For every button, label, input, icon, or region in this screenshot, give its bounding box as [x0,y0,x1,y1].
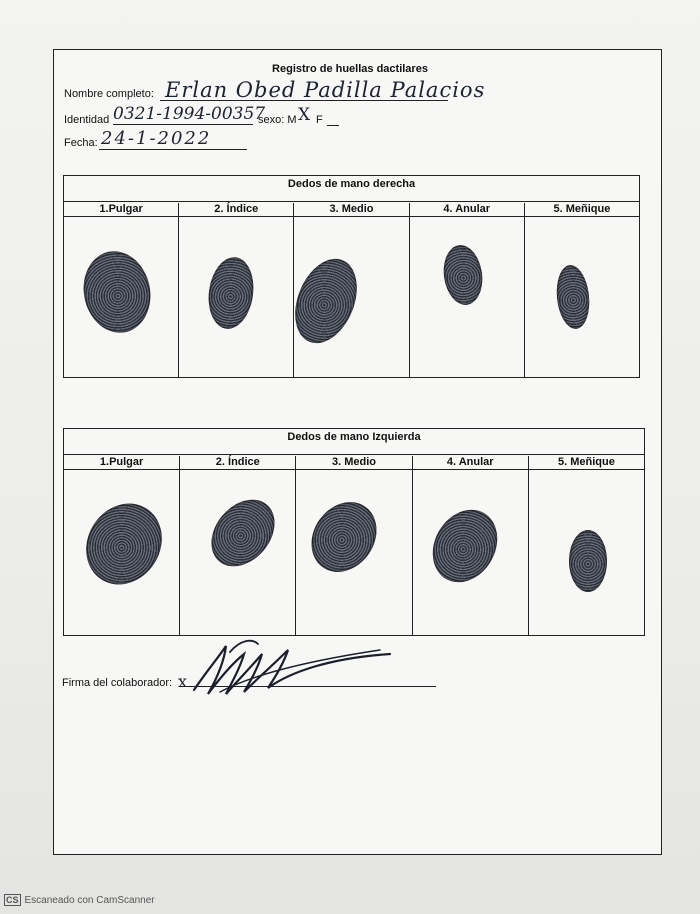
identity-label: Identidad [64,114,110,126]
right-finger-2-label: 2. Índice [178,203,293,216]
fingerprint-image [284,250,369,353]
sex-female-underline [327,125,339,126]
left-finger-5-cell [528,470,644,635]
fingerprint-image [299,489,391,584]
signature-mark: x [178,672,188,691]
identity-underline [113,124,253,125]
date-handwritten: 24-1-2022 [101,128,212,149]
left-finger-2-cell [179,470,295,635]
date-underline [99,149,247,150]
sex-female-label: F [316,114,323,126]
left-finger-4-cell [412,470,528,635]
left-hand-columns [64,456,644,470]
left-finger-1-cell [64,470,179,635]
signature-image [180,632,400,702]
watermark-text: Escaneado con CamScanner [24,895,155,906]
right-hand-columns [64,203,639,217]
sex-mark: X [298,105,311,125]
fingerprint-image [204,254,258,331]
identity-handwritten: 0321-1994-00357 [113,104,266,124]
left-finger-4-label: 4. Anular [412,456,528,469]
left-hand-title: Dedos de mano Izquierda [64,429,644,455]
name-handwritten: Erlan Obed Padilla Palacios [165,78,486,102]
fingerprint-image [71,489,177,598]
left-finger-2-label: 2. Índice [179,456,295,469]
form-title: Registro de huellas dactilares [272,63,428,75]
signature-label: Firma del colaborador: [62,677,173,689]
fingerprint-image [420,498,510,594]
camscanner-logo: CS [6,895,19,905]
right-hand-print-cells [64,217,639,377]
right-hand-title: Dedos de mano derecha [64,176,639,202]
right-finger-3-label: 3. Medio [293,203,408,216]
fingerprint-image [440,243,486,308]
right-finger-5-label: 5. Meñique [524,203,639,216]
right-finger-1-label: 1.Pulgar [99,203,143,215]
right-finger-1-cell [64,217,178,377]
right-finger-4-cell [409,217,524,377]
right-finger-4-label: 4. Anular [409,203,524,216]
left-finger-5-label: 5. Meñique [528,456,644,469]
left-finger-3-label: 3. Medio [295,456,411,469]
fingerprint-image [76,245,158,339]
scanner-watermark [4,894,155,906]
left-finger-3-cell [295,470,411,635]
left-finger-1-label: 1.Pulgar [99,456,144,468]
fingerprint-image [554,264,593,331]
name-label: Nombre completo: [64,88,154,100]
sex-label: sexo: M [258,114,297,126]
right-finger-2-cell [178,217,293,377]
left-hand-print-cells [64,470,644,635]
fingerprint-image [569,530,607,592]
fingerprint-image [199,487,288,578]
right-hand-table [63,175,640,378]
left-hand-table [63,428,645,636]
date-label: Fecha: [64,137,98,149]
right-finger-5-cell [524,217,639,377]
right-finger-3-cell [293,217,408,377]
